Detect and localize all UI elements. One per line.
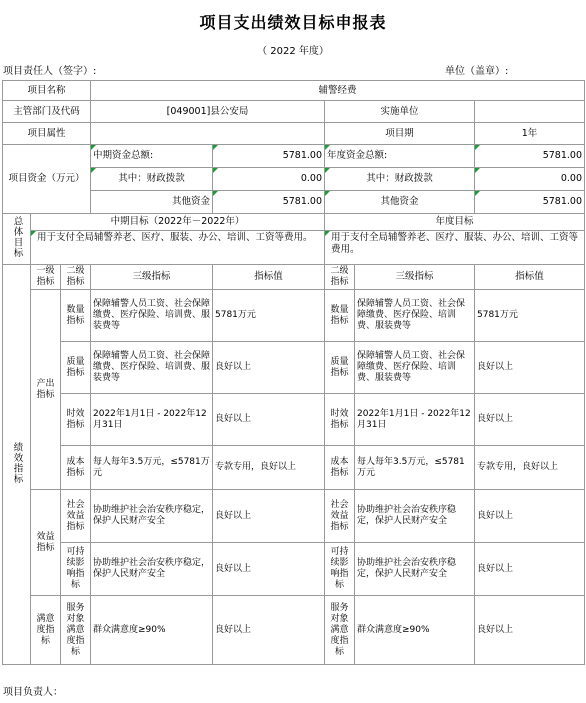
value-timeliness-year: 良好以上	[475, 394, 585, 446]
l2-timeliness-year: 时效指标	[325, 394, 355, 446]
l1-output: 产出指标	[31, 290, 61, 490]
mid-fiscal-value: 0.00	[213, 168, 325, 191]
project-owner-label: 项目负责人：	[3, 687, 63, 698]
mid-goal-header: 中期目标（2022年－2022年）	[31, 214, 325, 231]
value-social-year: 良好以上	[475, 490, 585, 543]
year-total-value: 5781.00	[475, 145, 585, 168]
l3-sustainable-year: 协助维护社会治安秩序稳定，保护人民财产安全	[355, 543, 475, 596]
mid-goal-text: 用于支付全局辅警养老、医疗、服装、办公、培训、工资等费用。	[31, 231, 325, 265]
year-other-value: 5781.00	[475, 191, 585, 214]
mid-other-value: 5781.00	[213, 191, 325, 214]
col-l2-header-year: 二级指标	[325, 265, 355, 290]
l3-social-year: 协助维护社会治安秩序稳定，保护人民财产安全	[355, 490, 475, 543]
year-goal-text: 用于支付全局辅警养老、医疗、服装、办公、培训、工资等费用。	[325, 231, 585, 265]
mid-fiscal-label: 其中：财政拨款	[91, 168, 213, 191]
col-l2-header: 二级指标	[61, 265, 91, 290]
value-satisfaction: 良好以上	[213, 596, 325, 665]
col-l3-header: 三级指标	[91, 265, 213, 290]
value-sustainable: 良好以上	[213, 543, 325, 596]
year-line: （ 2022 年度）	[257, 46, 329, 57]
col-value-header: 指标值	[213, 265, 325, 290]
period-label: 项目期	[325, 123, 475, 145]
year-goal-header: 年度目标	[325, 214, 585, 231]
attr-label: 项目属性	[3, 123, 91, 145]
value-quantity-year: 5781万元	[475, 290, 585, 342]
l3-satisfaction-year: 群众满意度≥90%	[355, 596, 475, 665]
dept-value: [049001]县公安局	[91, 101, 325, 123]
l3-timeliness: 2022年1月1日 - 2022年12月31日	[91, 394, 213, 446]
l2-quality-year: 质量指标	[325, 342, 355, 394]
l3-cost-year: 每人每年3.5万元，≤5781万元	[355, 446, 475, 490]
l3-satisfaction: 群众满意度≥90%	[91, 596, 213, 665]
mid-total-label: 中期资金总额:	[91, 145, 213, 168]
l2-timeliness: 时效指标	[61, 394, 91, 446]
l3-quantity: 保障辅警人员工资、社会保障缴费、医疗保险、培训费、服装费等	[91, 290, 213, 342]
l2-cost-year: 成本指标	[325, 446, 355, 490]
value-quality: 良好以上	[213, 342, 325, 394]
l1-satisfaction: 满意度指标	[31, 596, 61, 665]
value-cost: 专款专用，良好以上	[213, 446, 325, 490]
mid-total-value: 5781.00	[213, 145, 325, 168]
performance-goal-table	[2, 80, 585, 665]
l3-quantity-year: 保障辅警人员工资、社会保障缴费、医疗保险、培训费、服装费等	[355, 290, 475, 342]
l3-timeliness-year: 2022年1月1日 - 2022年12月31日	[355, 394, 475, 446]
l2-quantity: 数量指标	[61, 290, 91, 342]
l2-satisfaction-year: 服务对象满意度指标	[325, 596, 355, 665]
l3-sustainable: 协助维护社会治安秩序稳定，保护人民财产安全	[91, 543, 213, 596]
col-l3-header-year: 三级指标	[355, 265, 475, 290]
l1-effect: 效益指标	[31, 490, 61, 596]
l2-satisfaction: 服务对象满意度指标	[61, 596, 91, 665]
attr-value	[91, 123, 325, 145]
value-satisfaction-year: 良好以上	[475, 596, 585, 665]
year-total-label: 年度资金总额:	[325, 145, 475, 168]
value-timeliness: 良好以上	[213, 394, 325, 446]
value-quantity: 5781万元	[213, 290, 325, 342]
year-fiscal-value: 0.00	[475, 168, 585, 191]
indicators-label: 绩效指标	[11, 441, 23, 484]
l2-quantity-year: 数量指标	[325, 290, 355, 342]
l3-quality: 保障辅警人员工资、社会保障缴费、医疗保险、培训费、服装费等	[91, 342, 213, 394]
year-fiscal-label: 其中：财政拨款	[325, 168, 475, 191]
l2-sustainable: 可持续影响指标	[61, 543, 91, 596]
l2-quality: 质量指标	[61, 342, 91, 394]
unit-seal-label: 单位（盖章）:	[445, 66, 509, 77]
overall-goal-label: 总体目标	[11, 216, 23, 258]
value-social: 良好以上	[213, 490, 325, 543]
year-other-label: 其他资金	[325, 191, 475, 214]
l3-cost: 每人每年3.5万元，≤5781万元	[91, 446, 213, 490]
l2-social-year: 社会效益指标	[325, 490, 355, 543]
l2-sustainable-year: 可持续影响指标	[325, 543, 355, 596]
project-name-label: 项目名称	[3, 81, 91, 101]
funds-label: 项目资金（万元）	[3, 145, 91, 214]
value-quality-year: 良好以上	[475, 342, 585, 394]
l2-social: 社会效益指标	[61, 490, 91, 543]
col-value-header-year: 指标值	[475, 265, 585, 290]
responsible-signature-label: 项目责任人（签字）:	[3, 66, 97, 77]
value-sustainable-year: 良好以上	[475, 543, 585, 596]
value-cost-year: 专款专用，良好以上	[475, 446, 585, 490]
impl-unit-label: 实施单位	[325, 101, 475, 123]
period-value: 1年	[475, 123, 585, 145]
l3-quality-year: 保障辅警人员工资、社会保障缴费、医疗保险、培训费、服装费等	[355, 342, 475, 394]
impl-unit-value	[475, 101, 585, 123]
l3-social: 协助维护社会治安秩序稳定，保护人民财产安全	[91, 490, 213, 543]
project-name-value: 辅警经费	[91, 81, 585, 101]
dept-label: 主管部门及代码	[3, 101, 91, 123]
page-title: 项目支出绩效目标申报表	[199, 13, 387, 32]
l2-cost: 成本指标	[61, 446, 91, 490]
col-l1-header: 一级指标	[31, 265, 61, 290]
mid-other-label: 其他资金	[91, 191, 213, 214]
